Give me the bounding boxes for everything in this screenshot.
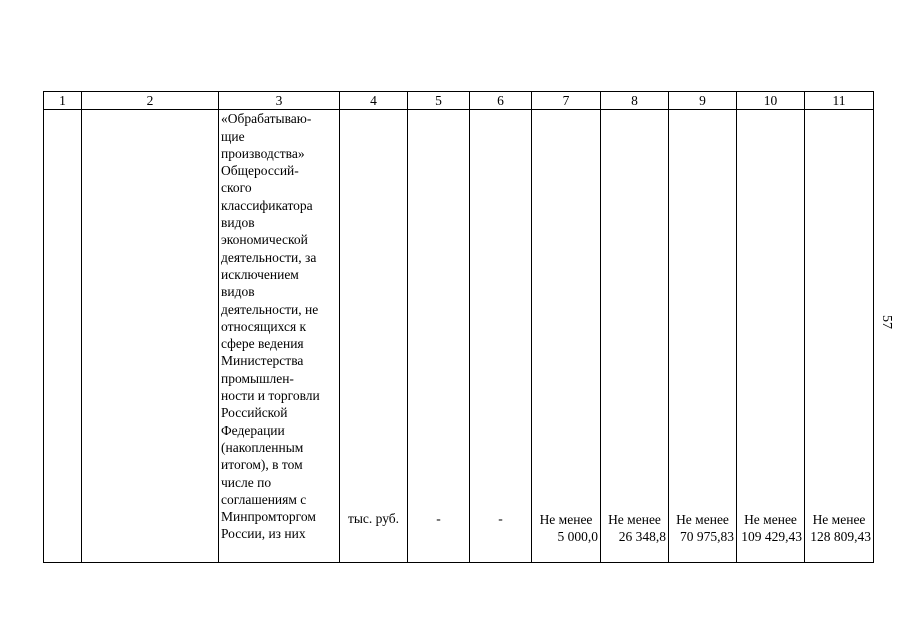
- description-line: Федерации: [221, 422, 285, 438]
- description-line: России, из них: [221, 526, 306, 542]
- header-cell-10: 10: [737, 92, 805, 110]
- description-line: видов: [221, 215, 255, 231]
- description-line: Общероссий-: [221, 163, 299, 179]
- value-cell-11: [805, 110, 874, 563]
- value-cell-10: [737, 110, 805, 563]
- value-label: Не менее: [539, 511, 593, 527]
- value-label: Не менее: [676, 511, 729, 527]
- header-cell-6: 6: [470, 92, 532, 110]
- table-row: [44, 110, 874, 563]
- description-line: числе по: [221, 474, 272, 490]
- unit-cell: [340, 110, 408, 563]
- header-cell-9: 9: [669, 92, 737, 110]
- header-row: [44, 92, 874, 110]
- value-cell-9: [669, 110, 737, 563]
- header-cell-4: 4: [340, 92, 408, 110]
- cell-col2: [82, 110, 219, 563]
- header-cell-11: 11: [805, 92, 874, 110]
- description-line: классификатора: [221, 197, 313, 213]
- description-line: сфере ведения: [221, 336, 304, 352]
- description-line: производства»: [221, 145, 305, 161]
- cell-col1: [44, 110, 82, 563]
- description-line: относящихся к: [221, 318, 307, 334]
- description-line: деятельности, не: [221, 301, 319, 317]
- cell-col5: [408, 110, 470, 563]
- value-cell-8: [601, 110, 669, 563]
- value-label: Не менее: [608, 511, 661, 527]
- description-line: «Обрабатываю-: [221, 111, 312, 127]
- header-cell-5: 5: [408, 92, 470, 110]
- unit-text: тыс. руб.: [347, 511, 400, 526]
- cell-col6: [470, 110, 532, 563]
- description-line: (накопленным: [221, 439, 304, 455]
- header-cell-1: 1: [44, 92, 82, 110]
- page-number: 57: [879, 315, 894, 329]
- description-line: щие: [221, 128, 245, 144]
- description-line: Минпромторгом: [221, 509, 316, 525]
- description-line: видов: [221, 284, 255, 300]
- value-label: Не менее: [812, 511, 866, 527]
- value-cell-7: [532, 110, 601, 563]
- value-amount: 128 809,43: [810, 529, 871, 544]
- description-line: исключением: [221, 266, 299, 282]
- header-cell-3: 3: [219, 92, 340, 110]
- data-table: [43, 91, 874, 563]
- description-line: деятельности, за: [221, 249, 317, 265]
- description-line: промышлен-: [221, 370, 294, 386]
- indicator-description-cell: [219, 110, 340, 563]
- value-amount: 26 348,8: [618, 529, 666, 544]
- description-line: Министерства: [221, 353, 304, 369]
- dash-text: -: [498, 511, 503, 526]
- dash-text: -: [436, 511, 441, 526]
- value-amount: 5 000,0: [557, 529, 598, 544]
- description-line: Российской: [221, 405, 288, 421]
- description-line: экономической: [221, 232, 308, 248]
- description-line: ского: [221, 180, 252, 196]
- header-cell-8: 8: [601, 92, 669, 110]
- description-line: итогом), в том: [221, 457, 303, 473]
- header-cell-2: 2: [82, 92, 219, 110]
- header-cell-7: 7: [532, 92, 601, 110]
- value-amount: 70 975,83: [680, 529, 734, 544]
- value-label: Не менее: [744, 511, 797, 527]
- value-amount: 109 429,43: [741, 529, 802, 544]
- description-line: ности и торговли: [221, 388, 320, 404]
- description-line: соглашениям с: [221, 491, 307, 507]
